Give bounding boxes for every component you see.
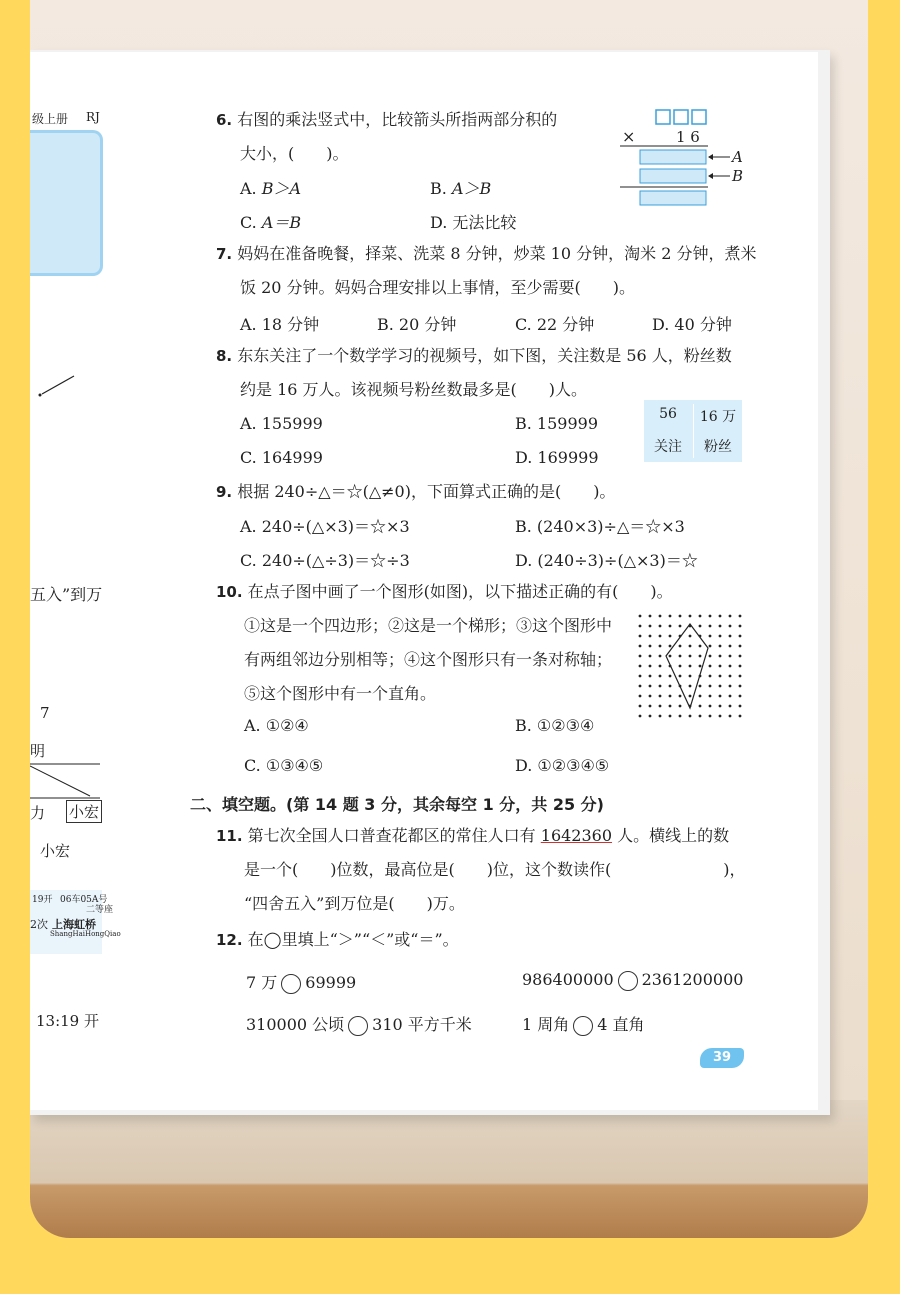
follow-count: 56 [659, 406, 677, 422]
left-line-figure [30, 370, 90, 400]
q10-option-b: B. ①②③④ [515, 716, 595, 735]
grid-dot [739, 635, 742, 638]
grid-dot [709, 615, 712, 618]
grade-label: 级上册 [32, 112, 69, 126]
ticket-text: 二等座 [86, 905, 114, 915]
grid-dot [699, 625, 702, 628]
grid-dot [729, 685, 732, 688]
grid-dot [739, 665, 742, 668]
grid-dot [679, 665, 682, 668]
video-account-stats [644, 400, 742, 462]
compare-right: 310 平方千米 [372, 1015, 472, 1034]
compare-right: 2361200000 [641, 970, 744, 989]
q6-multiplication-figure [620, 108, 750, 212]
grid-dot [639, 665, 642, 668]
grid-dot [709, 705, 712, 708]
q8-option-a: A. 155999 [240, 414, 323, 433]
grid-dot [709, 655, 712, 658]
arrow-label-a: A [732, 148, 743, 166]
grid-dot [709, 695, 712, 698]
q10-option-a: A. ①②④ [244, 716, 309, 735]
compare-left: 310000 公顷 [246, 1015, 345, 1034]
left-page-strip [30, 52, 140, 1110]
grid-dot [719, 685, 722, 688]
page-number-badge: 39 [700, 1048, 744, 1068]
grid-dot [729, 615, 732, 618]
arrow-label-b: B [732, 167, 744, 185]
grid-dot [639, 695, 642, 698]
grid-dot [639, 635, 642, 638]
grid-dot [689, 695, 692, 698]
q8-line2: 约是 16 万人。该视频号粉丝数最多是( )人。 [240, 380, 588, 399]
left-text-xiaohong: 小宏 [40, 842, 71, 860]
q12-compare-3 [246, 1012, 472, 1036]
q7-option-a: A. 18 分钟 [240, 315, 320, 334]
q6-option-a [240, 176, 301, 199]
grid-dot [719, 675, 722, 678]
option-prefix: C. [240, 213, 257, 232]
question-number: 7. [216, 245, 233, 263]
q12-compare-1 [246, 970, 356, 994]
left-text-rounding: 五入”到万 [30, 585, 103, 604]
grid-dot [639, 685, 642, 688]
grid-dot [669, 625, 672, 628]
fans-label: 粉丝 [704, 439, 732, 455]
grid-dot [689, 635, 692, 638]
grid-dot [699, 665, 702, 668]
answer-circle[interactable] [348, 1016, 368, 1036]
grid-dot [639, 655, 642, 658]
ticket-text: 19开 [32, 895, 53, 905]
grid-dot [739, 655, 742, 658]
grid-dot [649, 615, 652, 618]
q6-line1 [216, 110, 557, 130]
question-number: 10. [216, 583, 243, 601]
q7-line1 [216, 244, 756, 264]
grid-dot [669, 695, 672, 698]
q7-option-c: C. 22 分钟 [515, 315, 595, 334]
grid-dot [639, 625, 642, 628]
q10-dot-grid-figure [636, 612, 746, 722]
question-number: 11. [216, 827, 243, 845]
q9-option-a: A. 240÷(△×3)＝☆×3 [240, 517, 410, 536]
grid-dot [659, 655, 662, 658]
q10-option-c: C. ①③④⑤ [244, 756, 324, 775]
grid-dot [679, 625, 682, 628]
grid-dot [689, 685, 692, 688]
grid-dot [679, 675, 682, 678]
grid-dot [679, 715, 682, 718]
grid-dot [739, 685, 742, 688]
grid-dot [649, 675, 652, 678]
grid-dot [669, 615, 672, 618]
grid-dot [689, 655, 692, 658]
question-text: 在◯里填上“＞”“＜”或“＝”。 [247, 930, 459, 949]
train-ticket [30, 890, 121, 954]
left-text-li: 力 [30, 804, 46, 822]
grid-dot [659, 695, 662, 698]
q10-line1 [216, 582, 673, 602]
left-text-time: 13:19 开 [36, 1012, 99, 1030]
workbook-page [30, 52, 818, 1110]
grid-dot [739, 645, 742, 648]
q7-option-b: B. 20 分钟 [377, 315, 457, 334]
grid-dot [679, 645, 682, 648]
q6-line2: 大小，( )。 [240, 144, 349, 163]
grid-dot [699, 695, 702, 698]
grid-dot [659, 625, 662, 628]
grid-dot [669, 685, 672, 688]
q6-option-d: D. 无法比较 [430, 213, 517, 232]
ticket-text: 2次 [30, 918, 48, 931]
grid-dot [699, 705, 702, 708]
wooden-shelf [30, 1100, 868, 1238]
question-text: 右图的乘法竖式中，比较箭头所指两部分积的 [237, 110, 558, 129]
question-number: 6. [216, 111, 233, 129]
grid-dot [639, 675, 642, 678]
q10-line4: ⑤这个图形中有一个直角。 [244, 684, 437, 703]
question-number: 9. [216, 483, 233, 501]
option-text: A＞B [451, 179, 492, 198]
grid-dot [659, 645, 662, 648]
grid-dot [649, 705, 652, 708]
left-text-7: 7 [40, 704, 50, 722]
grid-dot [739, 675, 742, 678]
q7-line2: 饭 20 分钟。妈妈合理安排以上事情，至少需要( )。 [240, 278, 636, 297]
ticket-text: 06车05A号 [60, 895, 108, 905]
grid-dot [659, 635, 662, 638]
grid-dot [679, 615, 682, 618]
question-text: 第七次全国人口普查花都区的常住人口有 [247, 826, 541, 845]
answer-circle[interactable] [573, 1016, 593, 1036]
answer-circle[interactable] [618, 971, 638, 991]
q6-option-b [430, 176, 491, 199]
grid-dot [729, 705, 732, 708]
grid-dot [709, 635, 712, 638]
option-prefix: B. [430, 179, 447, 198]
grid-dot [659, 665, 662, 668]
question-number: 8. [216, 347, 233, 365]
q11-line3: “四舍五入”到万位是( )万。 [244, 894, 465, 913]
grid-dot [709, 685, 712, 688]
q9-option-d: D. (240÷3)÷(△×3)＝☆ [515, 551, 698, 570]
grid-dot [729, 715, 732, 718]
grid-dot [709, 625, 712, 628]
q9-option-c: C. 240÷(△÷3)＝☆÷3 [240, 551, 410, 570]
grid-dot [659, 675, 662, 678]
q11-line1 [216, 826, 729, 846]
q12-line1 [216, 930, 459, 950]
question-text: 根据 240÷△＝☆(△≠0)，下面算式正确的是( )。 [237, 482, 616, 501]
grid-dot [719, 705, 722, 708]
q8-option-b: B. 159999 [515, 414, 599, 433]
grid-dot [739, 695, 742, 698]
compare-left: 1 周角 [522, 1015, 570, 1034]
fans-count: 16 万 [699, 409, 737, 425]
grid-dot [669, 645, 672, 648]
grid-dot [639, 705, 642, 708]
q11-line2: 是一个( )位数，最高位是( )位，这个数读作( )， [244, 860, 746, 879]
grid-dot [699, 645, 702, 648]
left-blue-box [30, 130, 103, 276]
grid-dot [679, 695, 682, 698]
option-prefix: A. [240, 179, 257, 198]
grid-dot [649, 635, 652, 638]
grid-dot [729, 695, 732, 698]
answer-circle[interactable] [281, 974, 301, 994]
q12-compare-2 [522, 970, 743, 991]
grid-dot [649, 645, 652, 648]
q9-line1 [216, 482, 615, 502]
q10-line3: 有两组邻边分别相等；④这个图形只有一条对称轴； [244, 650, 613, 669]
grid-dot [689, 675, 692, 678]
compare-left: 986400000 [522, 970, 614, 989]
question-text: 在点子图中画了一个图形(如图)，以下描述正确的有( )。 [247, 582, 673, 601]
question-text: 妈妈在准备晚餐，择菜、洗菜 8 分钟，炒菜 10 分钟，淘米 2 分钟，煮米 [237, 244, 757, 263]
population-number: 1642360 [540, 826, 613, 845]
grid-dot [679, 655, 682, 658]
grid-dot [709, 645, 712, 648]
grid-dot [649, 625, 652, 628]
grid-dot [639, 645, 642, 648]
grid-dot [639, 715, 642, 718]
grid-dot [659, 715, 662, 718]
grid-dot [659, 685, 662, 688]
q7-option-d: D. 40 分钟 [652, 315, 732, 334]
grid-dot [719, 655, 722, 658]
quadrilateral-shape [666, 624, 708, 708]
grid-dot [649, 655, 652, 658]
q8-option-c: C. 164999 [240, 448, 323, 467]
grid-dot [649, 695, 652, 698]
grid-dot [739, 625, 742, 628]
ticket-text: ShangHaiHongQiao [50, 930, 121, 938]
grid-dot [729, 625, 732, 628]
grid-dot [659, 615, 662, 618]
option-text: A＝B [261, 213, 302, 232]
question-text: 人。横线上的数 [612, 826, 730, 845]
grid-dot [699, 715, 702, 718]
grid-dot [719, 615, 722, 618]
grid-dot [689, 615, 692, 618]
grid-dot [699, 655, 702, 658]
q6-option-c [240, 210, 301, 233]
grid-dot [639, 615, 642, 618]
left-text-xiaohong-box: 小宏 [66, 800, 102, 823]
compare-right: 69999 [305, 973, 357, 992]
section-fill-in-title: 二、填空题。(第 14 题 3 分，其余每空 1 分，共 25 分) [190, 795, 604, 814]
grid-dot [729, 655, 732, 658]
grid-dot [649, 665, 652, 668]
q8-option-d: D. 169999 [515, 448, 599, 467]
q12-compare-4 [522, 1012, 645, 1036]
grid-dot [689, 715, 692, 718]
question-text: 东东关注了一个数学学习的视频号，如下图，关注数是 56 人，粉丝数 [237, 346, 732, 365]
grid-dot [729, 665, 732, 668]
grid-dot [699, 685, 702, 688]
grid-dot [649, 685, 652, 688]
grid-dot [729, 675, 732, 678]
follow-label: 关注 [654, 439, 682, 455]
grid-dot [689, 645, 692, 648]
compare-left: 7 万 [246, 973, 278, 992]
grid-dot [739, 615, 742, 618]
grid-dot [669, 655, 672, 658]
grid-dot [719, 665, 722, 668]
grid-dot [719, 645, 722, 648]
times-sign: × [622, 127, 636, 146]
q8-line1 [216, 346, 732, 366]
question-number: 12. [216, 931, 243, 949]
ticket-text: 上海虹桥 [52, 918, 96, 931]
grid-dot [729, 645, 732, 648]
grid-dot [709, 675, 712, 678]
q9-option-b: B. (240×3)÷△＝☆×3 [515, 517, 685, 536]
grid-dot [689, 665, 692, 668]
grid-dot [719, 625, 722, 628]
photo-frame [30, 0, 868, 1238]
grid-dot [669, 635, 672, 638]
grid-dot [669, 705, 672, 708]
grid-dot [719, 715, 722, 718]
grid-dot [719, 635, 722, 638]
option-text: B＞A [261, 179, 302, 198]
grid-dot [659, 705, 662, 708]
grid-dot [739, 705, 742, 708]
grid-dot [649, 715, 652, 718]
q10-option-d: D. ①②③④⑤ [515, 756, 610, 775]
grid-dot [679, 705, 682, 708]
compare-right: 4 直角 [597, 1015, 645, 1034]
grid-dot [699, 615, 702, 618]
left-text-ming: 明 [30, 742, 46, 760]
edition-label: RJ [86, 110, 100, 124]
grid-dot [709, 665, 712, 668]
grid-dot [669, 715, 672, 718]
grid-dot [669, 675, 672, 678]
grid-dot [739, 715, 742, 718]
multiplier-16: 1 6 [676, 128, 700, 146]
grid-dot [719, 695, 722, 698]
grid-dot [729, 635, 732, 638]
grid-dot [709, 715, 712, 718]
q10-line2: ①这是一个四边形；②这是一个梯形；③这个图形中 [244, 616, 613, 635]
